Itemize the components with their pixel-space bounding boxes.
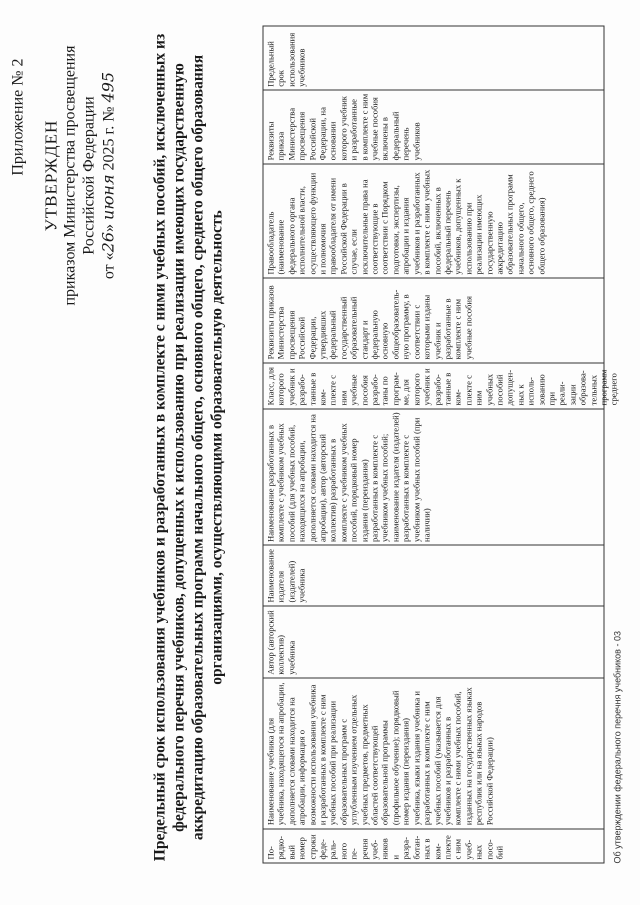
table-header-cell: Автор (авторский коллектив) учебника [263,606,604,678]
table-header-cell: Класс, для которого учебник и разрабо-танные в ком-плекте с ним учебные пособия разрабо-таны по програм-ме, для которого учебник и разрабо-танные в ком-плекте с ним учебных пособий допущен-ных к исполь-зованию при реали-зации образова-тельных программ среднего [263,362,604,408]
date-number: 495 [98,71,117,102]
table-header-cell: Предельный срок использования учебников [263,26,604,90]
date-prefix: от « [100,251,117,279]
order-date-line [98,40,118,310]
date-mid: » [100,223,117,232]
date-year: 2025 г. № [100,105,117,170]
order-line-2: Российской Федерации [80,95,97,255]
table-header-cell: Наименование разработанных в комплекте с учебником учебных пособий (для учебных пособий, находящихся на апробации, дополняется словами находится на апробации), автор (авторский коллектив) разработанных в комплекте с учебником учебных пособий, порядковый номер издания (переиздания) разработанных в комплекте с учебником учебных пособий; наименование издателя (издателей) разработанных в комплекте с учебником учебных пособий (при наличии) [263,408,604,545]
page-footer: Об утверждении федерального перечня учебников - 03 [612,630,622,863]
table-header-cell: Реквизиты приказов Министерства просвещения Российской Федерации, утвердивших федеральный государственный образовательный стандарт и федеральную основную общеобразователь-ную программу, в соответствии с которыми изданы учебник и разработанные в комплекте с ним учебные пособия [263,278,604,363]
table-header-cell: Наименование учебника (для учебника, находящегося на апробации, дополняется словами находится на апробации, информация о возможности использования учебника и разработанных в комплекте с ним учебных пособий при реализации образовательных программ с углубленным изучением отдельных учебных предметов, предметных областей соответствующей образовательной программы (профильное обучение); порядковый номер издания (переиздания) учебника, языки издания учебника и разработанных в комплекте с ним учебных пособий (указывается для учебников и разработанных в комплекте с ними учебных пособий, изданных на государственных языках республик или на языках народов Российской Федерации) [263,678,604,828]
order-line-1: приказом Министерства просвещения [61,45,78,305]
table-header-cell: По-рядко-вый номер строки феде-раль-ного пе-речня учеб-ников и разра-ботан-ных в ком-плекте с ним учеб-ных посо-бий [263,828,604,862]
table-header-cell: Правообладатель (наименование федерального органа исполнительной власти, осуществляющего функции и полномочия правообладателя от имени Российской Федерации в случае, если исключительные права на соответствующие в соответствии с Порядком подготовки, экспертизы, апробации и издания учебников и разработанных в комплекте с ними учебных пособий, включенных в федеральный перечень учебников, допущенных к использованию при реализации имеющих государственную аккредитацию образовательных программ начального общего, основного общего, среднего общего образования) [263,163,604,277]
table-header-row [263,26,604,863]
approval-block [8,40,118,310]
date-day: 26 [98,231,117,252]
table-header-cell: Реквизиты приказа Министерства просвещения Российской Федерации, на основании которого учебник и разработанные в комплекте с ним учебные пособия включены в федеральный перечень учебников [263,90,604,164]
date-month: июня [98,173,117,220]
table-header-cell: Наименование издателя (издателей) учебника [263,545,604,606]
approved-label: УТВЕРЖДЕН [41,119,60,231]
annex-label: Приложение № 2 [9,58,26,176]
document-title: Предельный срок использования учебников и разработанных в комплекте с ними учебных пособий, исключенных из федерального перечня учебников, допущенных к использованию при реализации имеющих государственную аккредитацию образовательных программ начального общего, основного общего, среднего общего образования организациями, осуществляющими образовательную деятельность [151,33,225,861]
